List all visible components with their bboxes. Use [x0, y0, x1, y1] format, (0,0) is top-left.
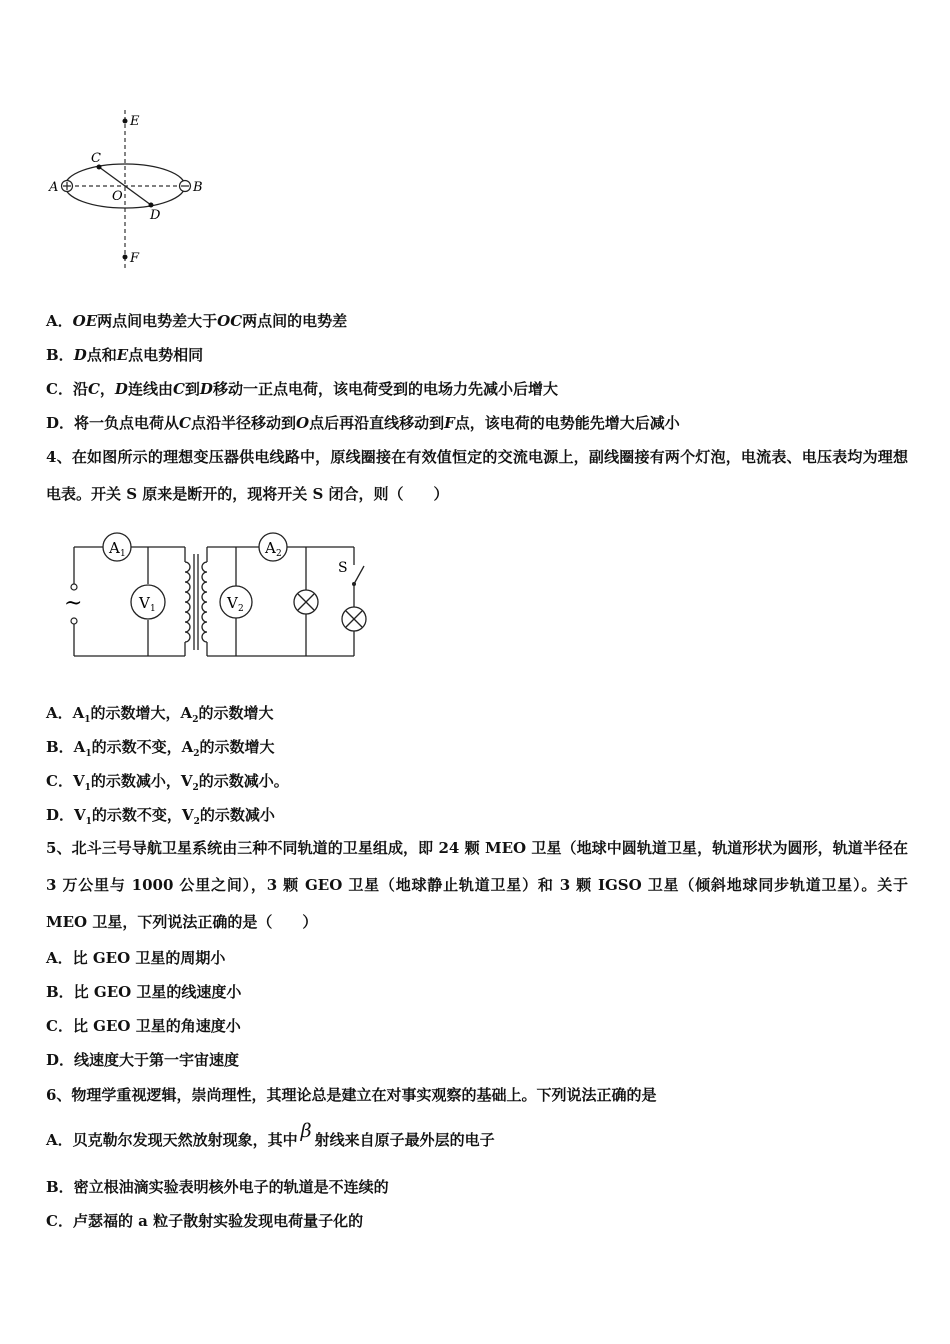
beta-symbol: β [300, 1120, 312, 1142]
q6-option-a: A．贝克勒尔发现天然放射现象，其中 β 射线来自原子最外层的电子 [46, 1120, 495, 1149]
figure-electric-field [46, 105, 226, 275]
source-terminal-bottom [71, 618, 77, 624]
point-e [123, 119, 128, 124]
label-b: B [193, 180, 203, 195]
lamp-2-icon [342, 607, 366, 631]
voltmeter-v1-label: V [139, 594, 150, 612]
ammeter-a2-label: A [265, 539, 276, 557]
q6-option-b: B．密立根油滴实验表明核外电子的轨道是不连续的 [46, 1178, 389, 1196]
label-a: A [49, 180, 59, 195]
figure-transformer-circuit [60, 532, 370, 664]
ammeter-a1-label: A [109, 539, 120, 557]
q4-option-a: A．$A_1$的示数增大，$A_2$的示数增大 [46, 704, 274, 725]
q3-option-a: A．OE两点间电势差大于OC两点间的电势差 [46, 312, 348, 330]
label-f: F [130, 251, 140, 266]
q4-option-b: B．$A_1$的示数不变，$A_2$的示数增大 [46, 738, 275, 759]
svg-text:2: 2 [238, 604, 244, 614]
svg-text:1: 1 [150, 604, 156, 614]
q6-option-c: C．卢瑟福的 a 粒子散射实验发现电荷量子化的 [46, 1212, 364, 1230]
q5-option-c: C．比 GEO 卫星的角速度小 [46, 1017, 241, 1035]
q5-option-b: B．比 GEO 卫星的线速度小 [46, 983, 242, 1001]
point-d [149, 203, 154, 208]
label-o: O [112, 189, 123, 204]
svg-text:1: 1 [120, 549, 126, 559]
svg-text:2: 2 [276, 549, 282, 559]
q4-option-d: D．$V_1$的示数不变，$V_2$的示数减小 [46, 806, 275, 827]
q5-stem: 5、北斗三号导航卫星系统由三种不同轨道的卫星组成，即 24 颗 MEO 卫星（地球中圆轨道卫星，轨道形状为圆形，轨道半径在 3 万公里与 1000 公里之间），3 颗 GEO 卫星（地球静止轨道卫星）和 3 颗 IGSO 卫星（倾斜地球同步轨道卫星）。关于 MEO 卫星，下列说法正确的是（ ） [46, 839, 908, 931]
source-terminal-top [71, 584, 77, 590]
q5-option-d: D．线速度大于第一宇宙速度 [46, 1051, 240, 1069]
q6-stem: 6、物理学重视逻辑，崇尚理性，其理论总是建立在对事实观察的基础上。下列说法正确的是 [46, 1086, 657, 1104]
q4-stem: 4、在如图所示的理想变压器供电线路中，原线圈接在有效值恒定的交流电源上，副线圈接有两个灯泡，电流表、电压表均为理想电表。开关 S 原来是断开的，现将开关 S 闭合，则（ ） [46, 448, 908, 503]
q3-option-b: B．D点和E点电势相同 [46, 346, 204, 364]
q4-option-c: C．$V_1$的示数减小，$V_2$的示数减小。 [46, 772, 289, 793]
switch-pivot [352, 582, 356, 586]
label-e: E [130, 114, 140, 129]
q5-option-a: A．比 GEO 卫星的周期小 [46, 949, 226, 967]
label-d: D [150, 208, 161, 223]
voltmeter-v2-label: V [227, 594, 238, 612]
q3-option-d: D．将一负点电荷从C点沿半径移动到O点后再沿直线移动到F点，该电荷的电势能先增大后减小 [46, 414, 680, 432]
q3-option-c: C．沿C，D连线由C到D移动一正点电荷，该电荷受到的电场力先减小后增大 [46, 380, 558, 398]
lamp-1-icon [294, 590, 318, 614]
ac-source-symbol: ~ [64, 591, 83, 616]
label-c: C [91, 151, 101, 166]
switch-label: S [338, 560, 348, 576]
point-f [123, 255, 128, 260]
